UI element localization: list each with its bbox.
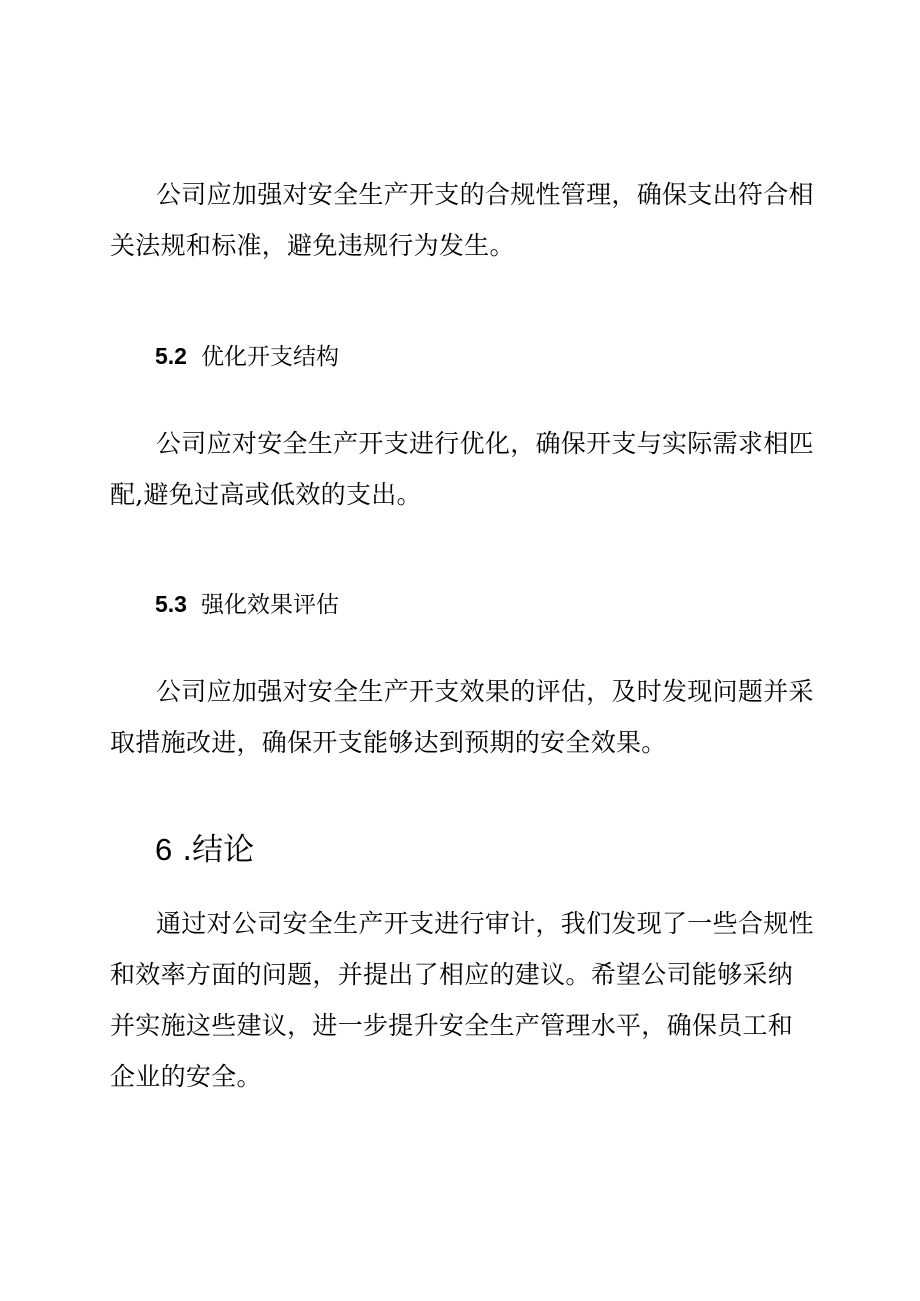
section-number: 5.3 [155,591,187,617]
section-number: 5.2 [155,343,187,369]
section-heading-5-2 [155,341,339,372]
chapter-number: 6 [155,832,173,867]
compliance-paragraph: 公司应加强对安全生产开支的合规性管理，确保支出符合相关法规和标准，避免违规行为发生。 [110,180,814,260]
section-title: 优化开支结构 [200,344,339,370]
optimize-structure-paragraph: 公司应对安全生产开支进行优化，确保开支与实际需求相匹配,避免过高或低效的支出。 [110,429,814,509]
section-heading-5-3 [155,589,339,620]
chapter-heading-6 [155,830,254,870]
conclusion-paragraph: 通过对公司安全生产开支进行审计，我们发现了一些合规性和效率方面的问题，并提出了相应的建议。希望公司能够采纳并实施这些建议，进一步提升安全生产管理水平，确保员工和企业的安全。 [110,909,814,1091]
effect-evaluation-paragraph: 公司应加强对安全生产开支效果的评估，及时发现问题并采取措施改进，确保开支能够达到预期的安全效果。 [110,677,814,757]
chapter-title: .结论 [182,832,255,868]
section-title: 强化效果评估 [200,592,339,618]
